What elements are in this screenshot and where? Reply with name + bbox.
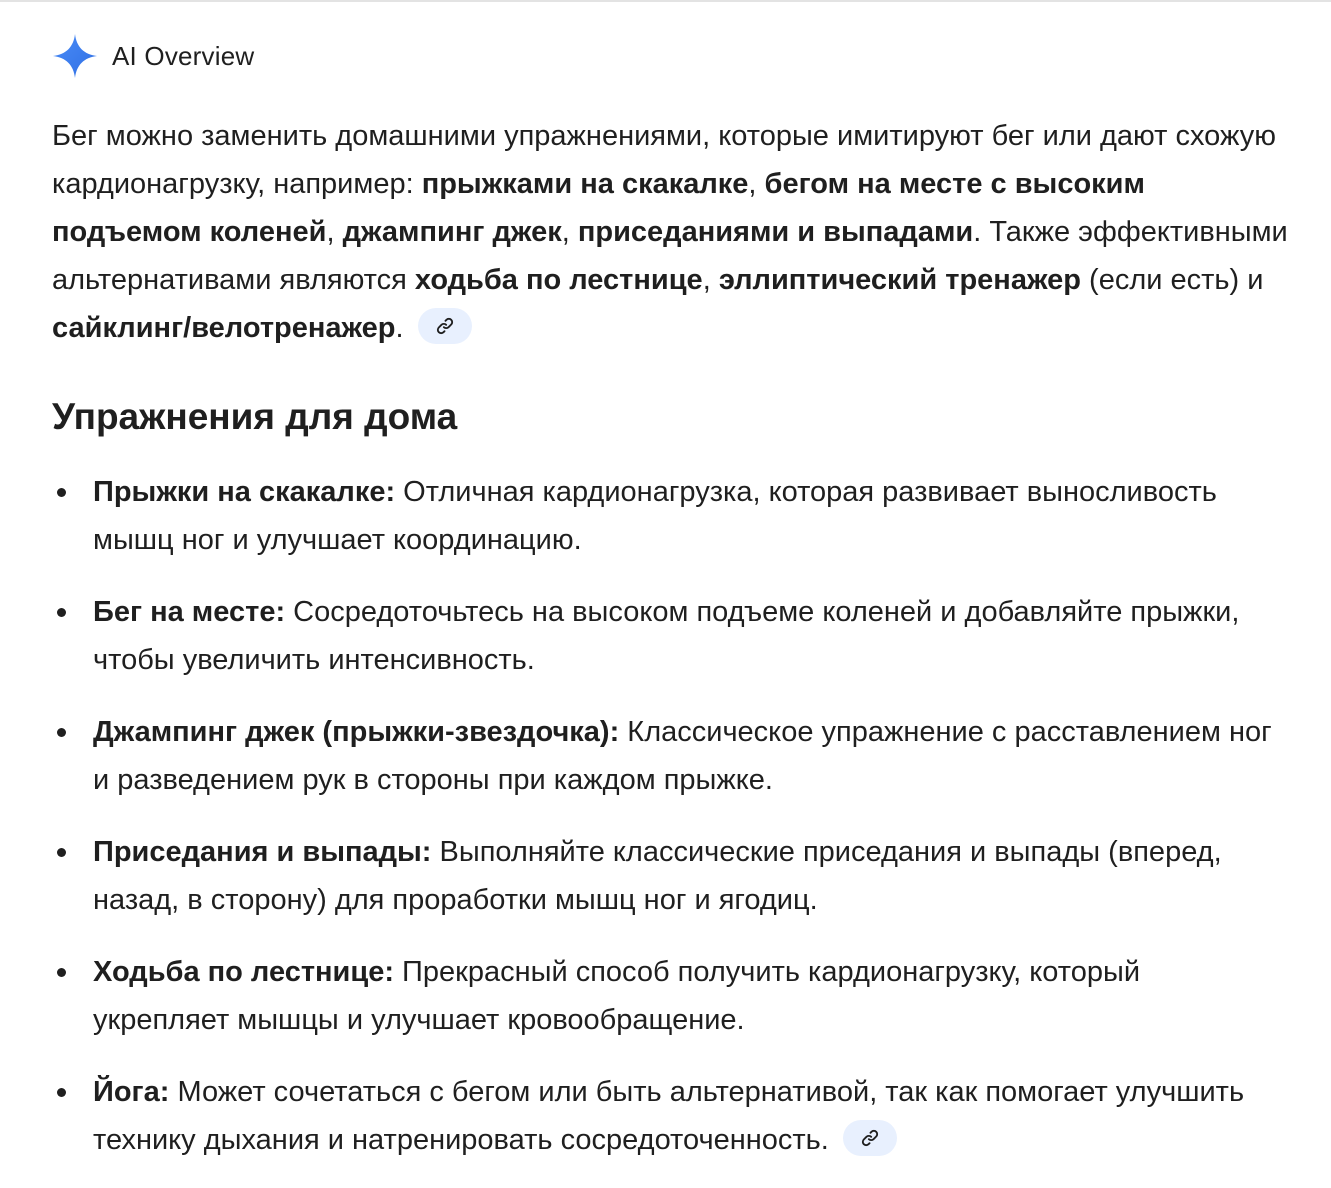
intro-text: ,	[748, 168, 765, 200]
intro-bold-cycling: сайклинг/велотренажер	[52, 312, 396, 344]
bullet-dot	[57, 968, 66, 977]
item-title: Ходьба по лестнице:	[93, 956, 394, 988]
item-title: Бег на месте:	[93, 596, 286, 628]
exercise-list	[52, 468, 1272, 1188]
intro-text: . Также эффективными альтернативами являются	[52, 216, 1288, 296]
intro-bold-jumping-jack: джампинг джек	[342, 216, 562, 248]
intro-bold-jump-rope: прыжками на скакалке	[421, 168, 749, 200]
bullet-dot	[57, 608, 66, 617]
item-text: Может сочетаться с бегом или быть альтернативой, так как помогает улучшить технику дыхания и натренировать сосредоточенность.	[93, 1076, 1245, 1156]
list-item	[52, 828, 1272, 924]
item-text: Выполняйте классические приседания и выпады (вперед, назад, в сторону) для проработки мышц ног и ягодиц.	[93, 836, 1222, 916]
intro-bold-running-in-place: бегом на месте с высоким подъемом коленей	[52, 168, 1145, 248]
item-text: Прекрасный способ получить кардионагрузку, который укрепляет мышцы и улучшает кровообращение.	[93, 956, 1141, 1036]
intro-bold-squats-lunges: приседаниями и выпадами	[577, 216, 974, 248]
intro-text: ,	[326, 216, 343, 248]
source-link-button[interactable]	[418, 308, 472, 344]
intro-text: .	[395, 312, 404, 344]
overview-intro-paragraph	[52, 112, 1302, 352]
item-title: Приседания и выпады:	[93, 836, 432, 868]
source-link-button[interactable]	[843, 1120, 897, 1156]
intro-text: ,	[702, 264, 719, 296]
intro-text: (если есть) и	[1080, 264, 1264, 296]
item-text: Отличная кардионагрузка, которая развивает выносливость мышц ног и улучшает координацию.	[93, 476, 1217, 556]
bullet-dot	[57, 728, 66, 737]
bullet-dot	[57, 1088, 66, 1097]
top-divider	[0, 0, 1331, 2]
list-item	[52, 588, 1272, 684]
item-text: Сосредоточьтесь на высоком подъеме коленей и добавляйте прыжки, чтобы увеличить интенсивность.	[93, 596, 1240, 676]
ai-overview-title: AI Overview	[112, 40, 255, 71]
link-icon	[435, 316, 455, 336]
list-item	[52, 948, 1272, 1044]
list-item	[52, 468, 1272, 564]
intro-text: Бег можно заменить домашними упражнениями, которые имитируют бег или дают схожую кардионагрузку, например:	[52, 120, 1276, 200]
intro-text: ,	[561, 216, 578, 248]
item-title: Йога:	[93, 1076, 170, 1108]
bullet-dot	[57, 488, 66, 497]
item-text: Классическое упражнение с расставлением ног и разведением рук в стороны при каждом прыжке.	[93, 716, 1272, 796]
list-item	[52, 708, 1272, 804]
intro-bold-stair-walking: ходьба по лестнице	[414, 264, 703, 296]
list-item	[52, 1068, 1272, 1164]
sparkle-icon	[52, 33, 98, 79]
link-icon	[860, 1128, 880, 1148]
ai-overview-header	[52, 34, 254, 78]
bullet-dot	[57, 848, 66, 857]
item-title: Джампинг джек (прыжки-звездочка):	[93, 716, 620, 748]
intro-bold-elliptical: эллиптический тренажер	[718, 264, 1081, 296]
section-heading: Упражнения для дома	[52, 396, 458, 437]
item-title: Прыжки на скакалке:	[93, 476, 396, 508]
